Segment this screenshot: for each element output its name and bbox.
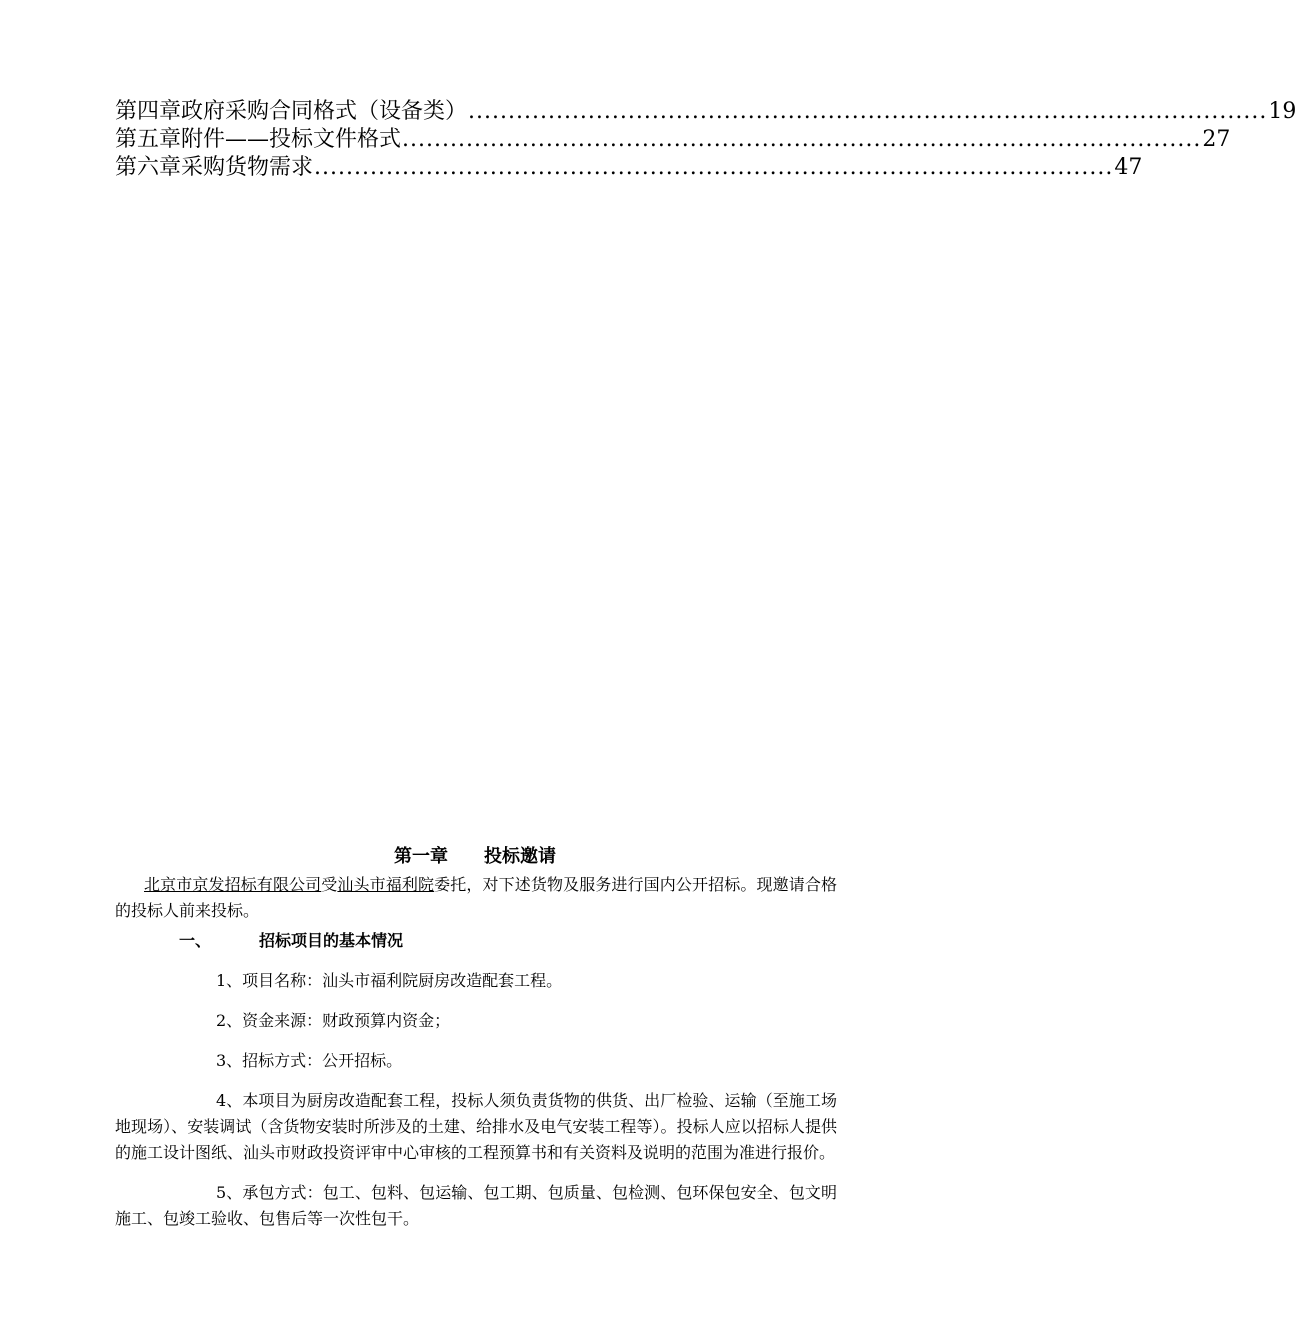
item-contract-method: 5、承包方式：包工、包料、包运输、包工期、包质量、包检测、包环保包安全、包文明施工、包竣工验收、包售后等一次性包干。 (115, 1183, 837, 1228)
toc-chapter-number: 第四章 (115, 99, 182, 124)
toc-leader-dots: .................................................................................................... (402, 127, 1202, 152)
toc-page-number: 47 (1114, 155, 1143, 180)
intro-paragraph (115, 872, 837, 924)
item-project-name: 1、项目名称：汕头市福利院厨房改造配套工程。 (216, 971, 563, 990)
chapter-body (115, 872, 837, 1232)
item-bidding-method: 3、招标方式：公开招标。 (216, 1051, 403, 1070)
section-number: 一、 (179, 931, 212, 950)
toc-chapter-title: 采购货物需求 (181, 155, 314, 180)
section-heading (115, 928, 837, 954)
toc-chapter-title: 政府采购合同格式（设备类） (181, 99, 468, 124)
agency-name: 北京市京发招标有限公司 (144, 875, 322, 894)
toc-entry-chapter-6[interactable] (115, 154, 1143, 182)
toc-chapter-number: 第六章 (115, 155, 182, 180)
toc-entry-chapter-5[interactable] (115, 126, 1231, 154)
item-project-scope: 4、本项目为厨房改造配套工程，投标人须负责货物的供货、出厂检验、运输（至施工场地现场）、安装调试（含货物安装时所涉及的土建、给排水及电气安装工程等）。投标人应以招标人提供的施工设计图纸、汕头市财政投资评审中心审核的工程预算书和有关资料及说明的范围为准进行报价。 (115, 1091, 837, 1162)
table-of-contents (115, 98, 1296, 182)
item-funding-source: 2、资金来源：财政预算内资金； (216, 1011, 451, 1030)
toc-chapter-title: 附件——投标文件格式 (181, 127, 402, 152)
chapter-number: 第一章 (394, 846, 448, 867)
toc-page-number: 27 (1202, 127, 1231, 152)
section-title: 招标项目的基本情况 (259, 931, 404, 950)
toc-chapter-number: 第五章 (115, 127, 182, 152)
toc-page-number: 19 (1268, 99, 1296, 124)
chapter-heading (0, 844, 950, 870)
client-name: 汕头市福利院 (337, 875, 435, 894)
intro-rest: 委托，对下述货物及服务进行国内公开招标。现邀请合格的投标人前来投标。 (115, 875, 837, 920)
toc-entry-chapter-4[interactable] (115, 98, 1296, 126)
chapter-title: 投标邀请 (484, 846, 556, 867)
toc-leader-dots: .................................................................................................... (314, 155, 1114, 180)
toc-leader-dots: .................................................................................................... (468, 99, 1268, 124)
intro-connector: 受 (321, 875, 338, 894)
